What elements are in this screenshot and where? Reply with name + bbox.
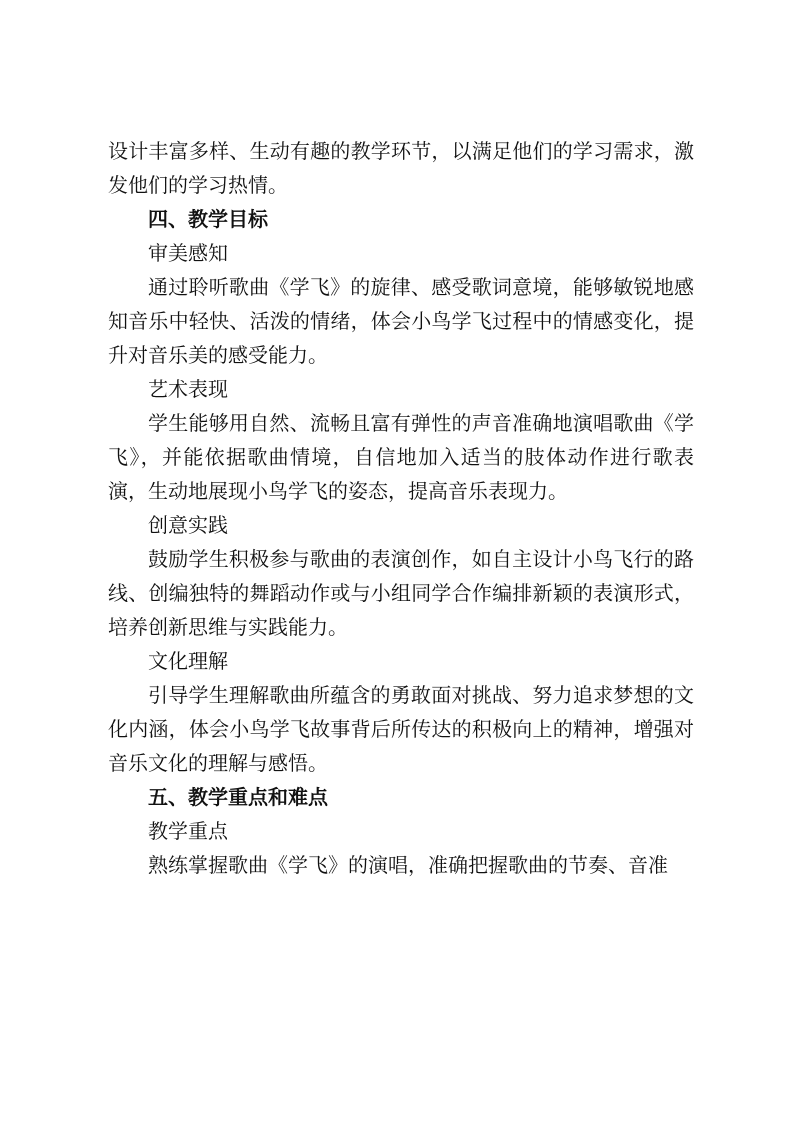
- paragraph-artistic-expression: 学生能够用自然、流畅且富有弹性的声音准确地演唱歌曲《学飞》，并能依据歌曲情境，自信地加入适当的肢体动作进行歌表演，生动地展现小鸟学飞的姿态，提高音乐表现力。: [108, 411, 694, 503]
- paragraph-intro: 设计丰富多样、生动有趣的教学环节，以满足他们的学习需求，激发他们的学习热情。: [108, 139, 694, 197]
- section-heading-key-points: 五、教学重点和难点: [148, 785, 328, 809]
- subheading-teaching-focus: 教学重点: [148, 819, 228, 843]
- subheading-aesthetic-perception: 审美感知: [148, 241, 228, 265]
- paragraph-cultural-understanding: 引导学生理解歌曲所蕴含的勇敢面对挑战、努力追求梦想的文化内涵，体会小鸟学飞故事背后所传达的积极向上的精神，增强对音乐文化的理解与感悟。: [108, 683, 694, 775]
- subheading-creative-practice: 创意实践: [148, 513, 228, 537]
- subheading-artistic-expression: 艺术表现: [148, 377, 228, 401]
- subheading-cultural-understanding: 文化理解: [148, 649, 228, 673]
- paragraph-teaching-focus: 熟练掌握歌曲《学飞》的演唱，准确把握歌曲的节奏、音准: [148, 853, 668, 877]
- paragraph-aesthetic-perception: 通过聆听歌曲《学飞》的旋律、感受歌词意境，能够敏锐地感知音乐中轻快、活泼的情绪，体会小鸟学飞过程中的情感变化，提升对音乐美的感受能力。: [108, 275, 694, 367]
- paragraph-creative-practice: 鼓励学生积极参与歌曲的表演创作，如自主设计小鸟飞行的路线、创编独特的舞蹈动作或与小组同学合作编排新颖的表演形式，培养创新思维与实践能力。: [108, 547, 694, 639]
- document-body: [108, 134, 694, 882]
- section-heading-objectives: 四、教学目标: [148, 207, 268, 231]
